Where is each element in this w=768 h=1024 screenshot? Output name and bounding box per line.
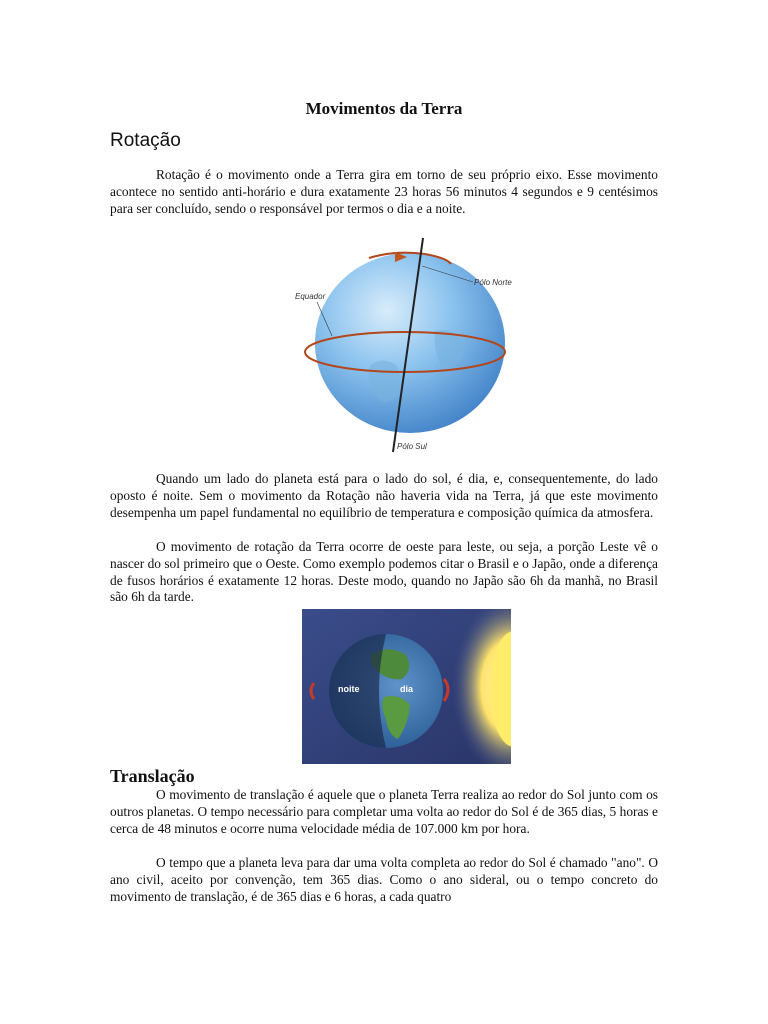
label-north-pole: Pólo Norte xyxy=(474,278,512,287)
paragraph-ano: O tempo que a planeta leva para dar uma volta completa ao redor do Sol é chamado "ano". O ano civil, aceito por convenção, tem 365 dias. Como o ano sideral, ou o tempo concreto do movimento de translação, é de 365 dias e 6 horas, a cada quatro xyxy=(110,855,658,904)
label-day: dia xyxy=(400,684,414,694)
section-heading-rotacao: Rotação xyxy=(110,130,181,151)
paragraph-rotacao-definition: Rotação é o movimento onde a Terra gira em torno de seu próprio eixo. Esse movimento acontece no sentido anti-horário e dura exatamente 23 horas 56 minutos 4 segundos e 9 centésimos para ser concluído, sendo o responsável por termos o dia e a noite. xyxy=(110,167,658,216)
day-night-figure xyxy=(302,609,511,764)
paragraph-translacao-definition: O movimento de translação é aquele que o planeta Terra realiza ao redor do Sol junto com os outros planetas. O tempo necessário para completar uma volta ao redor do Sol é de 365 dias, 5 horas e cerca de 48 minutos e ocorre numa velocidade média de 107.000 km por hora. xyxy=(110,787,658,836)
paragraph-west-east: O movimento de rotação da Terra ocorre de oeste para leste, ou seja, a porção Leste vê o nascer do sol primeiro que o Oeste. Como exemplo podemos citar o Brasil e o Japão, onde a diferença de fusos horários é exatamente 12 horas. Deste modo, quando no Japão são 6h da manhã, no Brasil são 6h da tarde. xyxy=(110,539,658,605)
section-heading-translacao: Translação xyxy=(110,766,195,786)
document-title: Movimentos da Terra xyxy=(305,99,463,118)
label-night: noite xyxy=(338,684,360,694)
earth-rotation-figure xyxy=(285,236,525,456)
document-page xyxy=(110,0,658,1024)
label-south-pole: Pólo Sul xyxy=(397,442,427,451)
label-equator: Equador xyxy=(295,292,326,301)
paragraph-day-night: Quando um lado do planeta está para o lado do sol, é dia, e, consequentemente, do lado oposto é noite. Sem o movimento da Rotação não haveria vida na Terra, já que este movimento desempenha um papel fundamental no equilíbrio de temperatura e composição química da atmosfera. xyxy=(110,471,658,520)
